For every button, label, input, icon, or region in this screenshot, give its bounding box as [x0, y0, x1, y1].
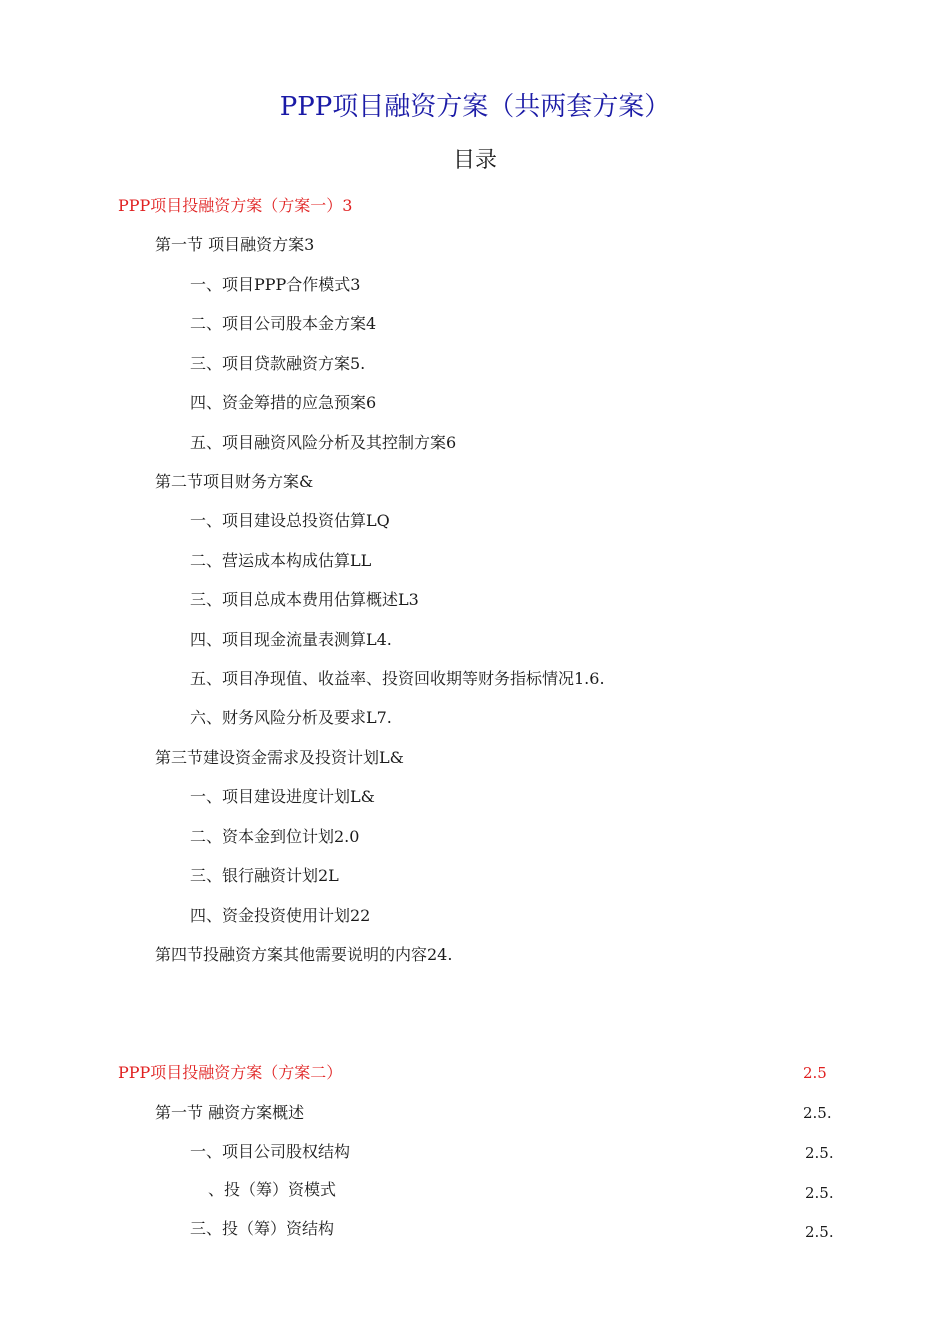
toc-entry[interactable]: 一、项目建设进度计划L&: [190, 787, 375, 806]
toc-entry[interactable]: 二、营运成本构成估算LL: [190, 551, 372, 570]
toc-entry-part1-heading[interactable]: PPP项目投融资方案（方案一）3: [118, 196, 353, 215]
toc-entry[interactable]: 第二节项目财务方案&: [155, 472, 314, 491]
toc-entry[interactable]: 二、资本金到位计划2.0: [190, 827, 360, 846]
toc-heading: 目录: [452, 148, 497, 173]
toc-entry[interactable]: 一、项目建设总投资估算LQ: [190, 511, 390, 530]
toc-page-number: 2.5: [803, 1064, 827, 1082]
toc-entry[interactable]: 第三节建设资金需求及投资计划L&: [155, 748, 404, 767]
toc-entry[interactable]: 五、项目净现值、收益率、投资回收期等财务指标情况1.6.: [190, 669, 605, 688]
toc-entry[interactable]: 三、项目贷款融资方案5.: [190, 354, 366, 373]
toc-page-number: 2.5.: [803, 1104, 832, 1122]
toc-entry[interactable]: 二、项目公司股本金方案4: [190, 314, 377, 333]
toc-entry[interactable]: 三、项目总成本费用估算概述L3: [190, 590, 419, 609]
toc-entry[interactable]: 五、项目融资风险分析及其控制方案6: [190, 433, 457, 452]
toc-page-number: 2.5.: [805, 1144, 834, 1162]
toc-entry[interactable]: 一、项目公司股权结构: [190, 1142, 351, 1161]
toc-entry[interactable]: 、投（筹）资模式: [208, 1180, 337, 1199]
toc-page-number: 2.5.: [805, 1184, 834, 1202]
toc-entry[interactable]: 三、银行融资计划2L: [190, 866, 339, 885]
document-title: PPP项目融资方案（共两套方案）: [279, 92, 671, 122]
toc-entry[interactable]: 四、资金投资使用计划22: [190, 906, 371, 925]
toc-entry[interactable]: 四、项目现金流量表测算L4.: [190, 630, 392, 649]
toc-entry[interactable]: 第四节投融资方案其他需要说明的内容24.: [155, 945, 453, 964]
toc-entry[interactable]: 第一节 融资方案概述: [155, 1103, 305, 1122]
toc-entry[interactable]: 一、项目PPP合作模式3: [190, 275, 361, 294]
toc-entry-part2-heading[interactable]: PPP项目投融资方案（方案二）: [118, 1063, 343, 1082]
toc-entry[interactable]: 四、资金筹措的应急预案6: [190, 393, 377, 412]
toc-entry[interactable]: 第一节 项目融资方案3: [155, 235, 315, 254]
toc-entry[interactable]: 六、财务风险分析及要求L7.: [190, 708, 392, 727]
toc-entry[interactable]: 三、投（筹）资结构: [190, 1219, 335, 1238]
toc-page-number: 2.5.: [805, 1223, 834, 1241]
